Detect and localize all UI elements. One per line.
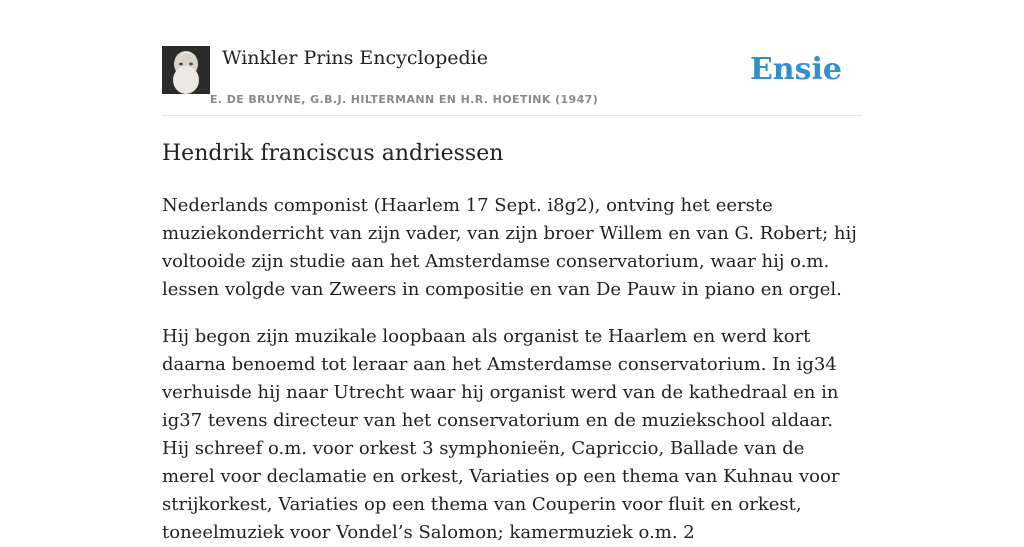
article-title: Hendrik franciscus andriessen (162, 141, 504, 166)
source-title[interactable]: Winkler Prins Encyclopedie (222, 47, 488, 69)
ensie-logo-link[interactable]: Ensie (749, 52, 842, 87)
source-avatar (162, 46, 210, 94)
source-authors: E. DE BRUYNE, G.B.J. HILTERMANN EN H.R. HOETINK (1947) (210, 93, 599, 106)
source-header (162, 46, 862, 116)
portrait-image (162, 46, 210, 94)
article-paragraph: Nederlands componist (Haarlem 17 Sept. i8g2), ontving het eerste muziekonderricht van zijn vader, van zijn broer Willem en van G. Robert; hij voltooide zijn studie aan het Amsterdamse conservatorium, waar hij o.m. lessen volgde van Zweers in compositie en van De Pauw in piano en orgel. (162, 195, 857, 300)
article (162, 136, 862, 547)
article-paragraph: Hij begon zijn muzikale loopbaan als organist te Haarlem en werd kort daarna benoemd tot leraar aan het Amsterdamse conservatorium. In ig34 verhuisde hij naar Utrecht waar hij organist werd van de kathedraal en in ig37 tevens directeur van het conservatorium en de muziekschool aldaar. Hij schreef o.m. voor orkest 3 symphonieën, Capriccio, Ballade van de merel voor declamatie en orkest, Variaties op een thema van Kuhnau voor strijkorkest, Variaties op een thema van Couperin voor fluit en orkest, toneelmuziek voor Vondel’s Salomon; kamermuziek o.m. 2 (162, 326, 840, 543)
